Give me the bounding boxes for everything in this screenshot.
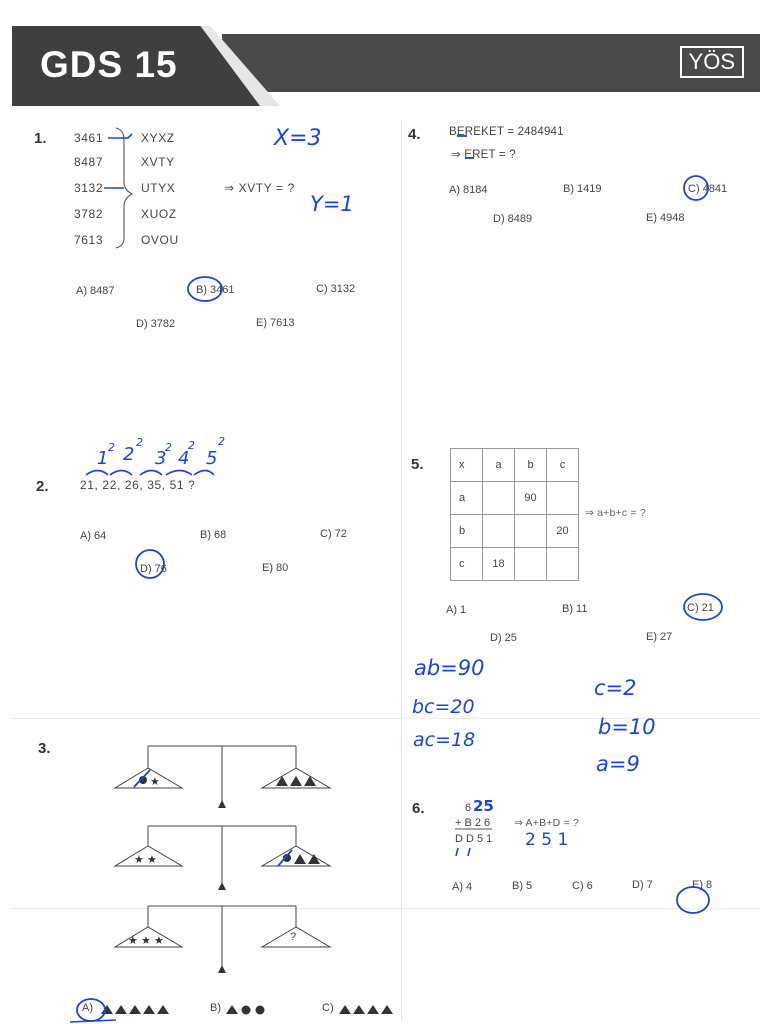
handwritten-note: 1: [97, 448, 109, 469]
question-number: 3.: [38, 740, 51, 757]
q6-addend: + B 2 6: [455, 817, 491, 829]
answer-option[interactable]: D) 8489: [493, 213, 533, 225]
table-cell: a: [483, 449, 515, 482]
handwritten-note: bc=20: [412, 696, 475, 718]
q1-prompt: ⇒ XVTY = ?: [224, 181, 295, 195]
circle-icon: [242, 1006, 251, 1015]
scale-pivot: [218, 800, 226, 808]
handwritten-note: 2: [108, 441, 115, 454]
q3-unknown: ?: [290, 931, 297, 943]
q1-number-row: 3461: [74, 131, 104, 145]
question-number: 6.: [412, 800, 425, 817]
handwritten-note: 5: [206, 448, 218, 469]
handwritten-note: 2: [136, 436, 143, 449]
handwritten-note: 4: [178, 448, 190, 469]
answer-option[interactable]: D) 25: [490, 632, 517, 644]
q6-top-digit: 6: [465, 802, 472, 814]
answer-option[interactable]: B): [210, 1002, 221, 1014]
q4-line: BEREKET = 2484941: [449, 126, 564, 138]
handwritten-note: Y=1: [310, 192, 354, 216]
table-cell: c: [451, 548, 483, 581]
q1-code-row: XYXZ: [141, 131, 175, 145]
answer-circle: [684, 176, 708, 200]
answer-option[interactable]: B) 11: [562, 603, 588, 615]
handwritten-note: c=2: [594, 676, 637, 700]
handwritten-note: ab=90: [414, 656, 485, 680]
balance-scale: [115, 746, 330, 806]
question-number: 4.: [408, 126, 421, 143]
star-icon: ★: [134, 853, 144, 866]
answer-option[interactable]: A) 8487: [76, 285, 115, 297]
handwritten-note: X=3: [274, 126, 322, 151]
handwritten-note: ac=18: [413, 729, 476, 751]
answer-option[interactable]: A) 1: [446, 604, 467, 616]
answer-option[interactable]: B) 5: [512, 880, 533, 892]
answer-option[interactable]: C) 72: [320, 528, 347, 540]
handwritten-note: b=10: [598, 715, 656, 739]
triangle-icon: [294, 854, 320, 864]
answer-option[interactable]: A) 4: [452, 881, 473, 893]
handwritten-note: 2: [218, 435, 225, 448]
triangle-icon: [339, 1005, 393, 1014]
pen-arrow: [108, 134, 132, 138]
answer-option[interactable]: E) 4948: [646, 212, 685, 224]
answer-option[interactable]: C) 21: [687, 602, 714, 614]
answer-option[interactable]: B) 1419: [563, 183, 602, 195]
answer-option[interactable]: B) 3461: [196, 284, 235, 296]
table-cell: b: [515, 449, 547, 482]
q6-prompt: ⇒ A+B+D = ?: [514, 817, 579, 829]
star-icon: ★: [154, 934, 164, 947]
circle-icon: [256, 1006, 265, 1015]
pen-underline: [70, 1020, 116, 1022]
star-icon: ★: [128, 934, 138, 947]
answer-circle: [136, 550, 164, 578]
answer-option[interactable]: E) 8: [692, 879, 713, 891]
table-cell: 90: [515, 482, 547, 515]
scale-pivot: [218, 965, 226, 973]
star-icon: ★: [147, 853, 157, 866]
triangle-icon: [276, 776, 316, 786]
triangle-icon: [101, 1005, 169, 1014]
q2-sequence: 21, 22, 26, 35, 51 ?: [80, 478, 196, 492]
handwritten-note: 25: [473, 797, 494, 815]
handwritten-note: a=9: [596, 752, 640, 776]
answer-option[interactable]: A): [82, 1002, 93, 1014]
q6-sum: D D 5 1: [455, 833, 493, 845]
triangle-icon: [226, 1005, 238, 1014]
pen-strike: [134, 770, 150, 787]
question-number: 1.: [34, 130, 47, 147]
answer-option[interactable]: D) 76: [140, 563, 167, 575]
answer-option[interactable]: C) 4841: [688, 183, 728, 195]
q1-number-row: 7613: [74, 233, 104, 247]
answer-option[interactable]: A) 8184: [449, 184, 488, 196]
page-title: GDS 15: [40, 44, 178, 85]
answer-circle: [677, 887, 709, 913]
table-cell: b: [451, 515, 483, 548]
table-cell: 20: [547, 515, 579, 548]
answer-circle: [684, 594, 722, 620]
handwritten-note: 2: [165, 441, 172, 454]
star-icon: ★: [150, 775, 160, 788]
answer-option[interactable]: C): [322, 1002, 334, 1014]
q1-code-row: XVTY: [141, 155, 175, 169]
handwritten-note: 3: [155, 448, 167, 469]
handwritten-note: 2: [188, 439, 195, 452]
answer-option[interactable]: E) 80: [262, 562, 289, 574]
answer-option[interactable]: C) 6: [572, 880, 593, 892]
q4-line: ⇒ ERET = ?: [451, 149, 516, 161]
table-cell: a: [451, 482, 483, 515]
q1-number-row: 3132: [74, 181, 104, 195]
answer-option[interactable]: E) 27: [646, 631, 673, 643]
pen-arc: [86, 471, 214, 476]
q5-prompt: ⇒ a+b+c = ?: [585, 507, 646, 519]
q1-code-row: OVOU: [141, 233, 179, 247]
question-number: 5.: [411, 456, 424, 473]
answer-option[interactable]: C) 3132: [316, 283, 356, 295]
answer-option[interactable]: D) 3782: [136, 318, 176, 330]
pen-tick: [456, 848, 470, 856]
table-cell: x: [451, 449, 483, 482]
handwritten-note: 2 5 1: [525, 830, 569, 850]
answer-circle: [188, 277, 222, 301]
q1-code-row: UTYX: [141, 181, 176, 195]
table-cell: 18: [483, 548, 515, 581]
exam-badge: YÖS: [680, 46, 744, 78]
table-cell: c: [547, 449, 579, 482]
q1-number-row: 8487: [74, 155, 104, 169]
q1-number-row: 3782: [74, 207, 104, 221]
answer-option[interactable]: B) 68: [200, 529, 227, 541]
answer-option[interactable]: E) 7613: [256, 317, 295, 329]
scale-pivot: [218, 882, 226, 890]
star-icon: ★: [141, 934, 151, 947]
question-number: 2.: [36, 478, 49, 495]
handwritten-note: 2: [123, 444, 135, 465]
answer-circle: [77, 999, 105, 1021]
answer-option[interactable]: A) 64: [80, 530, 107, 542]
answer-option[interactable]: D) 7: [632, 879, 653, 891]
q1-code-row: XUOZ: [141, 207, 177, 221]
